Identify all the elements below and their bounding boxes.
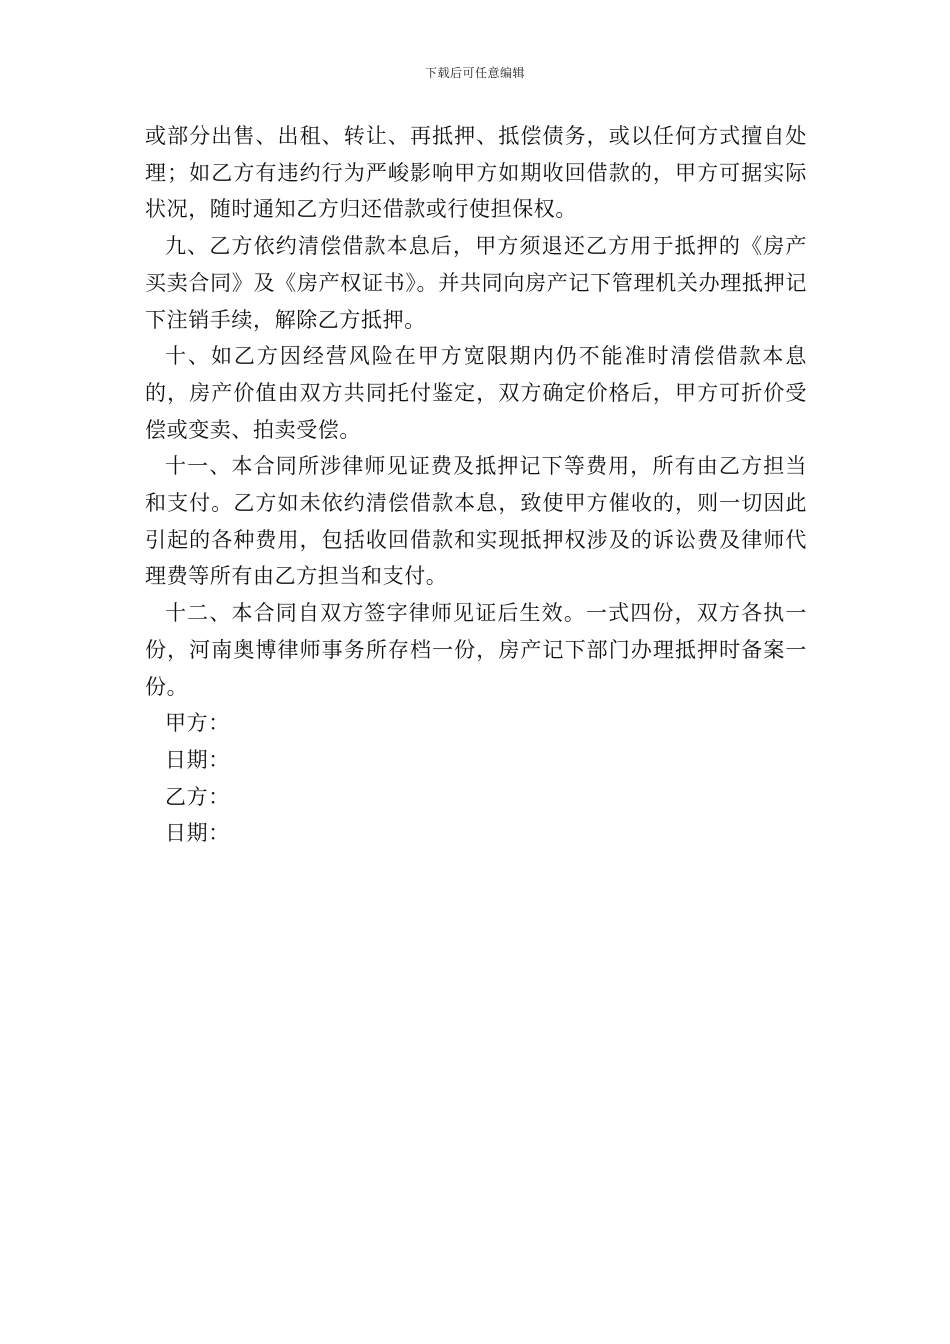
- document-body: [145, 118, 807, 852]
- party-b-date-label: 日期：: [165, 821, 230, 846]
- party-b-label: 乙方：: [165, 784, 230, 809]
- signature-block: [145, 705, 807, 852]
- page-header-note: 下载后可任意编辑: [424, 66, 525, 80]
- paragraph-clause-10: 十、如乙方因经营风险在甲方宽限期内仍不能准时清偿借款本息的，房产价值由双方共同托付鉴定，双方确定价格后，甲方可折价受偿或变卖、拍卖受偿。: [145, 344, 807, 442]
- party-a-date-label: 日期：: [165, 747, 230, 772]
- paragraph-continuation: 或部分出售、出租、转让、再抵押、抵偿债务，或以任何方式擅自处理；如乙方有违约行为严峻影响甲方如期收回借款的，甲方可据实际状况，随时通知乙方归还借款或行使担保权。: [145, 124, 807, 222]
- party-a-label: 甲方：: [165, 711, 230, 736]
- paragraph-clause-12: 十二、本合同自双方签字律师见证后生效。一式四份，双方各执一份，河南奥博律师事务所存档一份，房产记下部门办理抵押时备案一份。: [145, 601, 807, 699]
- paragraph-clause-11: 十一、本合同所涉律师见证费及抵押记下等费用，所有由乙方担当和支付。乙方如未依约清偿借款本息，致使甲方催收的，则一切因此引起的各种费用，包括收回借款和实现抵押权涉及的诉讼费及律师代理费等所有由乙方担当和支付。: [145, 454, 807, 589]
- paragraph-clause-9: 九、乙方依约清偿借款本息后，甲方须退还乙方用于抵押的《房产买卖合同》及《房产权证书》。并共同向房产记下管理机关办理抵押记下注销手续，解除乙方抵押。: [145, 234, 807, 332]
